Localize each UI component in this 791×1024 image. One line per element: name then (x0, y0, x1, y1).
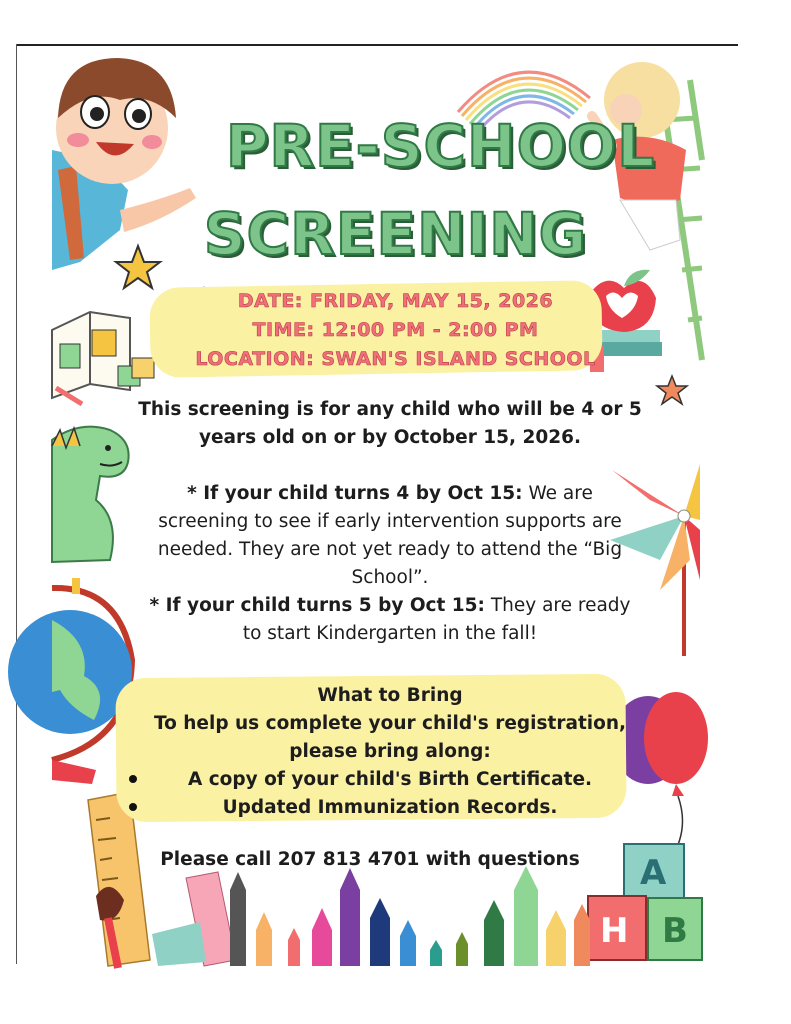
age-5-paragraph (130, 592, 650, 648)
age-4-line-2: screening to see if early intervention supports are (158, 511, 622, 532)
age-5-line-1: They are ready (484, 595, 631, 616)
svg-text:B: B (662, 911, 688, 951)
title-line-1: PRE-SCHOOL (225, 112, 656, 180)
intro-paragraph (130, 396, 650, 452)
bring-item: Updated Immunization Records. (222, 797, 558, 818)
bring-item: A copy of your child's Birth Certificate. (187, 769, 593, 790)
age-5-lead: * If your child turns 5 by Oct 15: (149, 595, 485, 616)
intro-line-1: This screening is for any child who will be 4 or 5 (138, 399, 642, 420)
age-4-line-3: needed. They are not yet ready to attend the “Big (157, 539, 623, 560)
title-line-2: SCREENING (203, 200, 588, 268)
what-to-bring-section (130, 682, 650, 822)
age-4-line-4: School”. (351, 567, 429, 588)
eraser-illustration (152, 872, 236, 966)
what-to-bring-line-1: To help us complete your child's registration, (153, 713, 627, 734)
what-to-bring-line-2: please bring along: (289, 741, 491, 762)
dinosaur-illustration (52, 427, 129, 562)
bullet-icon (129, 803, 137, 811)
colored-pencils-illustration (230, 866, 590, 966)
event-time: TIME: 12:00 PM - 2:00 PM (252, 319, 539, 341)
contact-line: Please call 207 813 4701 with questions (160, 849, 580, 870)
bullet-icon (129, 775, 137, 783)
intro-line-2: years old on or by October 15, 2026. (198, 427, 582, 448)
age-4-lead: * If your child turns 4 by Oct 15: (187, 483, 523, 504)
star-icon (657, 376, 687, 404)
age-5-line-2: to start Kindergarten in the fall! (242, 623, 538, 644)
event-date: DATE: FRIDAY, MAY 15, 2026 (237, 290, 554, 312)
what-to-bring-heading: What to Bring (317, 685, 463, 706)
age-4-line-1: We are (522, 483, 593, 504)
globe-illustration (8, 578, 132, 784)
event-location: LOCATION: SWAN'S ISLAND SCHOOL (195, 348, 596, 370)
age-4-paragraph (130, 480, 650, 592)
svg-text:A: A (640, 853, 667, 893)
svg-text:H: H (600, 911, 629, 951)
